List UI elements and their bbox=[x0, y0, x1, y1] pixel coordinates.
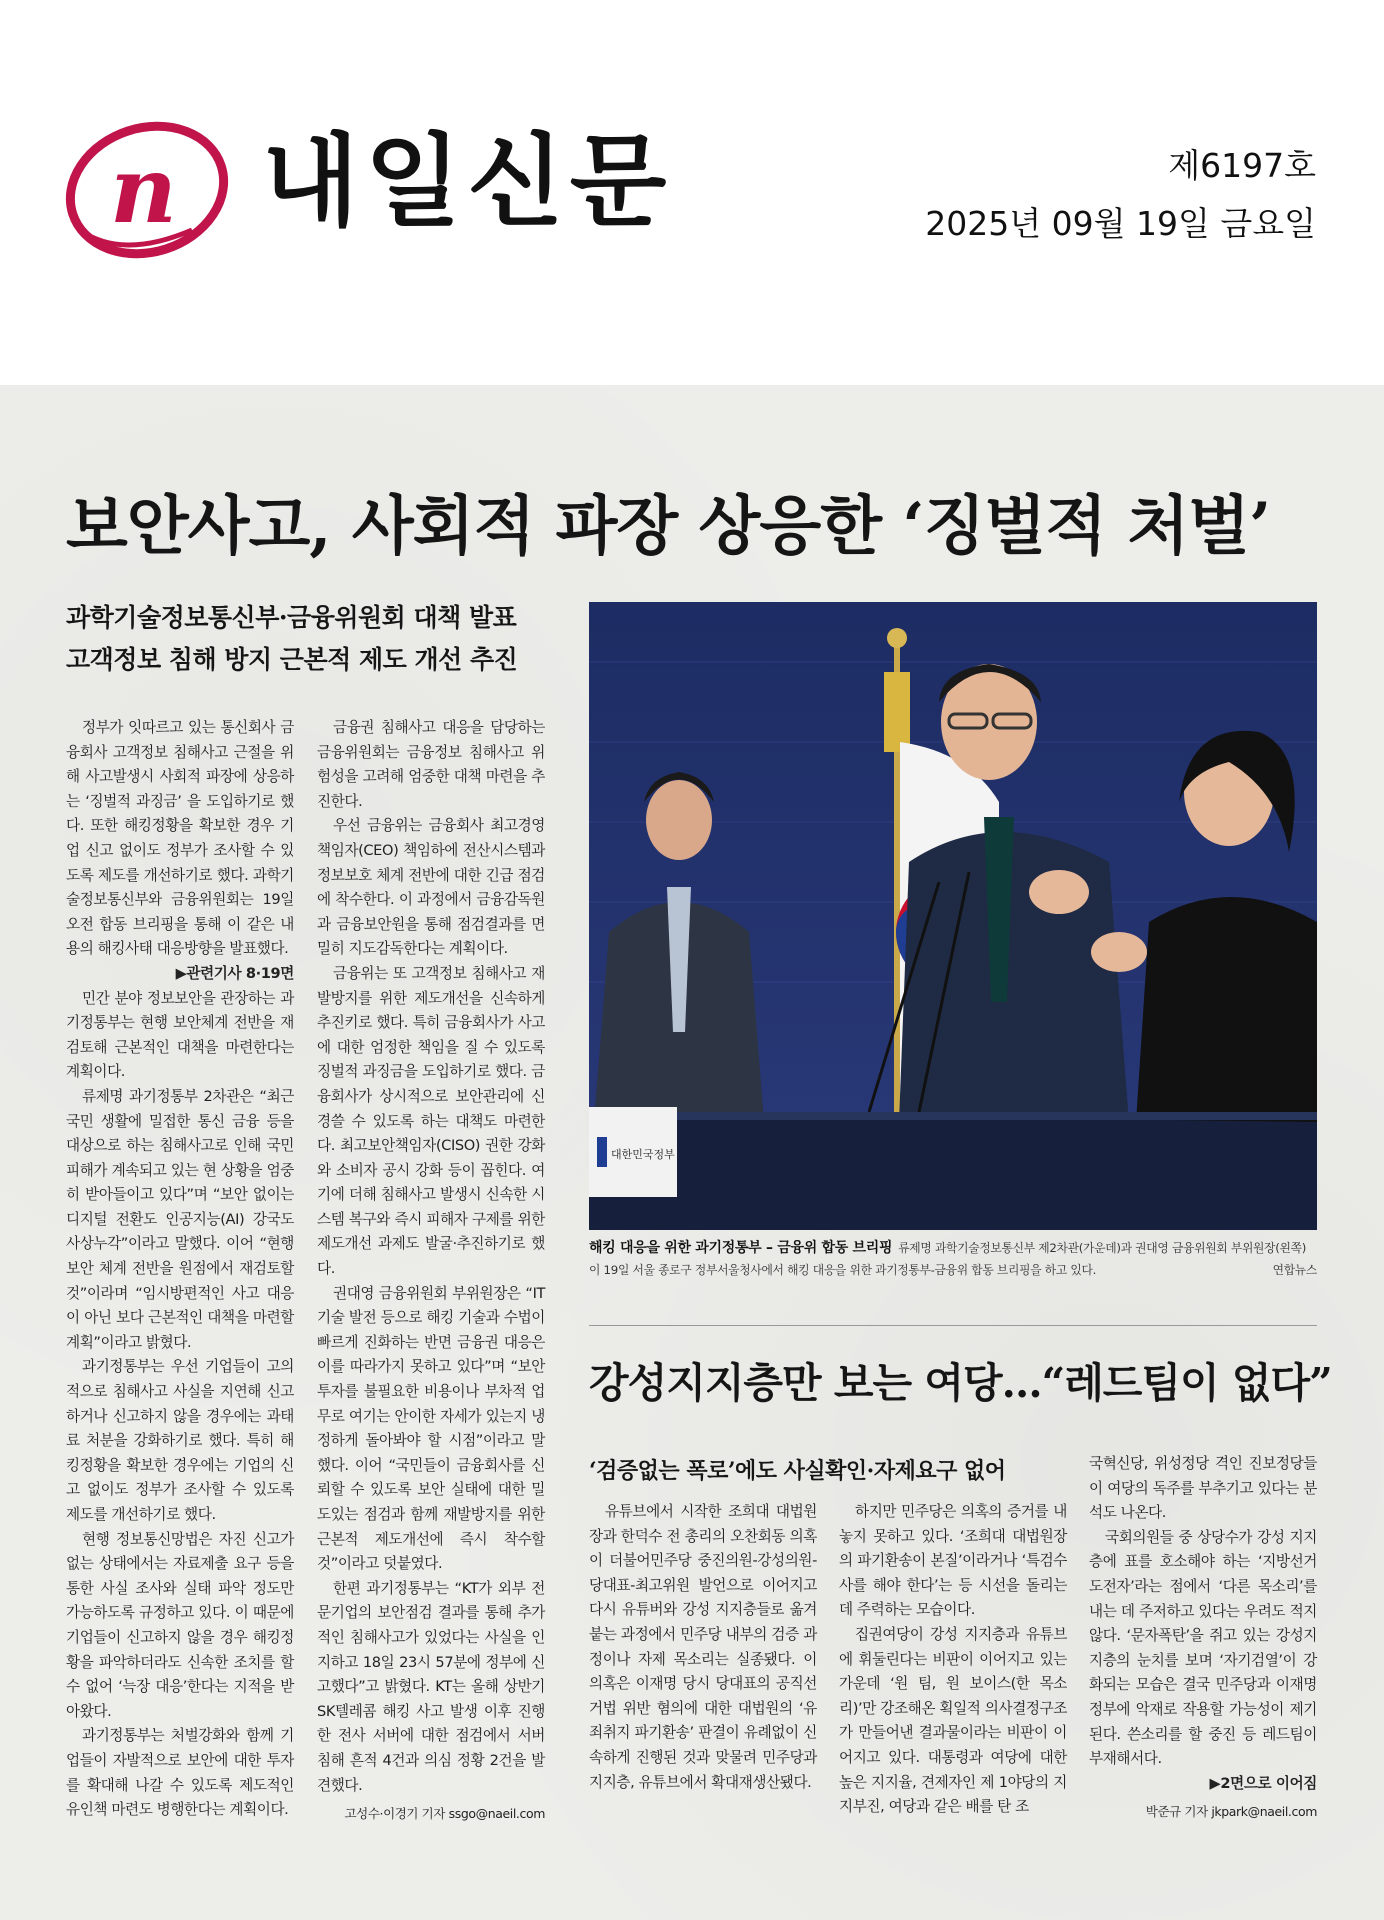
briefing-photo bbox=[589, 602, 1317, 1230]
article2-column-2 bbox=[839, 1500, 1067, 1820]
paragraph: 하지만 민주당은 의혹의 증거를 내놓지 못하고 있다. ‘조희대 대법원장의 파기환송이 본질’이라거나 ‘특검수사를 해야 한다’는 등 시선을 돌리는 데 주력하는 모습이다. bbox=[839, 1503, 1067, 1619]
podium-label: 대한민국정부 bbox=[611, 1148, 675, 1161]
paragraph: 권대영 금융위원회 부위원장은 “IT기술 발전 등으로 해킹 기술과 수법이 빠르게 진화하는 반면 금융권 대응은 이를 따라가지 못하고 있다”며 “보안투자를 불필요한 비용이나 부차적 업무로 여기는 안이한 자세가 있는지 냉정하게 돌아봐야 할 시점”이라고 말했다. 이어 “국민들이 금융회사를 신뢰할 수 있도록 보안 실태에 대한 밀도있는 점검과 함께 재발방지를 위한 근본적 제도개선에 즉시 착수할 것”이라고 덧붙였다. bbox=[317, 1284, 545, 1573]
photo-caption bbox=[589, 1237, 1317, 1281]
paragraph: 정부가 잇따르고 있는 통신회사 금융회사 고객정보 침해사고 근절을 위해 사고발생시 사회적 파장에 상응하는 ‘징벌적 과징금’ 을 도입하기로 했다. 또한 해킹정황을 확보한 경우 기업 신고 없이도 정부가 조사할 수 있도록 제도를 개선하기로 했다. 과학기술정보통신부와 금융위원회는 19일 오전 합동 브리핑을 통해 이 같은 내용의 해킹사태 대응방향을 발표했다. bbox=[66, 719, 294, 958]
second-headline: 강성지지층만 보는 여당…“레드팀이 없다” bbox=[589, 1359, 1332, 1407]
newspaper-name: 내일신문 bbox=[262, 123, 673, 240]
related-articles-ref: ▶관련기사 8·19면 bbox=[175, 964, 294, 982]
paragraph: 집권여당이 강성 지지층과 유튜브에 휘둘린다는 비판이 이어지고 있는 가운데 ‘원 팀, 원 보이스(한 목소리)’만 강조해온 획일적 의사결정구조가 만들어낸 결과물이라는 비판이 이어지고 있다. 대통령과 여당에 대한 높은 지지율, 견제자인 제 1야당의 지지부진, 여당과 같은 배를 탄 조 bbox=[839, 1625, 1067, 1816]
second-subhead: ‘검증없는 폭로’에도 사실확인·자제요구 없어 bbox=[589, 1458, 1006, 1484]
paragraph: 민간 분야 정보보안을 관장하는 과기정통부는 현행 보안체계 전반을 재검토해 근본적인 대책을 마련한다는 계획이다. bbox=[66, 989, 294, 1081]
masthead bbox=[0, 0, 1384, 385]
paragraph: 현행 정보통신망법은 자진 신고가 없는 상태에서는 자료제출 요구 등을 통한 사실 조사와 실태 파악 정도만 가능하도록 규정하고 있다. 이 때문에 기업들이 신고하지 않을 경우 해킹정황을 파악하더라도 신속한 조치를 할 수 없어 ‘늑장 대응’한다는 지적을 받아왔다. bbox=[66, 1530, 294, 1720]
main-headline: 보안사고, 사회적 파장 상응한 ‘징벌적 처벌’ bbox=[66, 489, 1271, 564]
subhead-1: 과학기술정보통신부·금융위원회 대책 발표 bbox=[66, 603, 517, 632]
paragraph: 금융권 침해사고 대응을 담당하는 금융위원회는 금융정보 침해사고 위험성을 고려해 엄중한 대책 마련을 추진한다. bbox=[317, 719, 545, 810]
section-divider bbox=[589, 1325, 1317, 1326]
article1-byline: 고성수·이경기 기자 ssgo@naeil.com bbox=[344, 1806, 545, 1822]
paragraph: 과기정통부는 처벌강화와 함께 기업들이 자발적으로 보안에 대한 투자를 확대해 나갈 수 있도록 제도적인 유인책 마련도 병행한다는 계획이다. bbox=[66, 1727, 294, 1819]
caption-text: 류제명 과학기술정보통신부 제2차관(가운데)과 권대영 금융위원회 부위원장(왼쪽)이 19일 서울 종로구 정부서울청사에서 해킹 대응을 위한 과기정통부-금융위 합동 브리핑을 하고 있다. bbox=[589, 1241, 1307, 1277]
paragraph: 금융위는 또 고객정보 침해사고 재발방지를 위한 제도개선을 신속하게 추진키로 했다. 특히 금융회사가 사고에 대한 엄정한 책임을 질 수 있도록 징벌적 과징금을 도입하기로 했다. 금융회사가 상시적으로 보안관리에 신경쓸 수 있도록 하는 대책도 마련한다. 최고보안책임자(CISO) 권한 강화와 소비자 공시 강화 등이 꼽힌다. 여기에 더해 침해사고 발생시 신속한 시스템 복구와 즉시 피해자 구제를 위한 제도개선 과제도 발굴·추진하기로 했다. bbox=[317, 964, 545, 1278]
issue-date: 2025년 09월 19일 금요일 bbox=[925, 204, 1316, 243]
paragraph: 류제명 과기정통부 2차관은 “최근 국민 생활에 밀접한 통신 금융 등을 대상으로 하는 침해사고로 인해 국민 피해가 계속되고 있는 현 상황을 엄중히 받아들이고 있다”며 “보안 없이는 디지털 전환도 인공지능(AI) 강국도 사상누각”이라고 말했다. 이어 “현행 보안 체계 전반을 원점에서 재검토할 것”이라며 “임시방편적인 사고 대응이 아닌 보다 근본적인 대책을 마련할 계획”이라고 밝혔다. bbox=[66, 1087, 294, 1351]
caption-title: 해킹 대응을 위한 과기정통부 – 금융위 합동 브리핑 bbox=[589, 1240, 893, 1256]
article2-column-1 bbox=[589, 1500, 817, 1795]
logo-letter: n bbox=[110, 136, 177, 244]
paragraph: 한편 과기정통부는 “KT가 외부 전문기업의 보안점검 결과를 통해 추가적인 침해사고가 있었다는 사실을 인지하고 18일 23시 57분에 정부에 신고했다”고 밝혔다. KT는 올해 상반기 SK텔레콤 해킹 사고 발생 이후 진행한 전사 서버에 대한 점검에서 서버 침해 흔적 4건과 의심 정황 2건을 발견했다. bbox=[317, 1579, 545, 1794]
paragraph: 우선 금융위는 금융회사 최고경영책임자(CEO) 책임하에 전산시스템과 정보보호 체계 전반에 대한 긴급 점검에 착수한다. 이 과정에서 금융감독원과 금융보안원을 통해 점검결과를 면밀히 지도감독한다는 계획이다. bbox=[317, 817, 545, 958]
paragraph: 과기정통부는 우선 기업들이 고의적으로 침해사고 사실을 지연해 신고하거나 신고하지 않을 경우에는 과태료 처분을 강화하기로 했다. 특히 해킹정황을 확보한 경우에는 기업의 신고 없이도 정부가 조사할 수 있도록 제도를 개선하기로 했다. bbox=[66, 1358, 294, 1523]
article2-byline: 박준규 기자 jkpark@naeil.com bbox=[1145, 1804, 1317, 1820]
paragraph: 유튜브에서 시작한 조희대 대법원장과 한덕수 전 총리의 오찬회동 의혹이 더불어민주당 중진의원-강성의원-당대표-최고위원 발언으로 이어지고 다시 유튜버와 강성 지지층들로 옮겨 붙는 과정에서 민주당 내부의 검증 과정이나 자제 목소리는 실종됐다. 이 의혹은 이재명 당시 당대표의 공직선거법 위반 혐의에 대한 대법원의 ‘유죄취지 파기환송’ 판결이 유례없이 신속하게 진행된 것과 맞물려 민주당과 지지층, 유튜브에서 확대재생산됐다. bbox=[589, 1503, 817, 1791]
paragraph: 국회의원들 중 상당수가 강성 지지층에 표를 호소해야 하는 ‘지방선거 도전자’라는 점에서 ‘다른 목소리’를 내는 데 주저하고 있다는 우려도 적지 않다. ‘문자폭탄’을 쥐고 있는 강성지지층의 눈치를 보며 ‘자기검열’이 강화되는 모습은 결국 민주당과 이재명정부에 악재로 작용할 가능성이 제기된다. 쓴소리를 할 중진 등 레드팀이 부재해서다. bbox=[1089, 1528, 1317, 1768]
article2-column-3 bbox=[1089, 1452, 1317, 1825]
article1-column-2 bbox=[317, 716, 545, 1827]
subhead-2: 고객정보 침해 방지 근본적 제도 개선 추진 bbox=[66, 645, 518, 674]
issue-number: 제6197호 bbox=[1168, 146, 1316, 185]
continued-ref: ▶2면으로 이어짐 bbox=[1209, 1774, 1317, 1792]
paragraph: 국혁신당, 위성정당 격인 진보정당들이 여당의 독주를 부추기고 있다는 분석도 나온다. bbox=[1089, 1455, 1317, 1522]
briefing-photo-illustration bbox=[589, 602, 1317, 1230]
photo-credit: 연합뉴스 bbox=[1272, 1263, 1317, 1277]
naeil-logo-icon bbox=[62, 110, 232, 270]
article1-column-1 bbox=[66, 716, 294, 1823]
